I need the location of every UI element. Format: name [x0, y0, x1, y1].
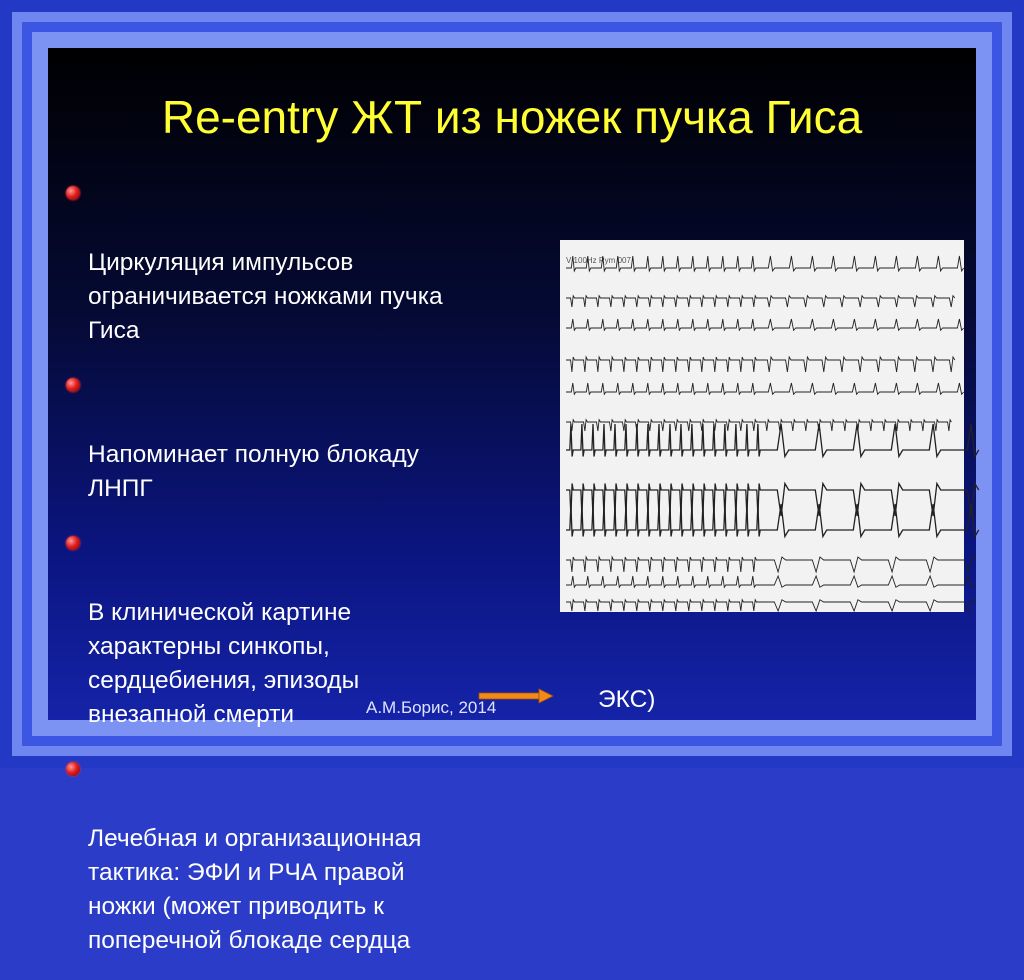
bullet-text: Лечебная и организационная тактика: ЭФИ и РЧА правой ножки (может приводить к поперечной блокаде сердца	[88, 825, 422, 954]
bullet-list	[66, 178, 526, 980]
bullet-text: Циркуляция импульсов ограничивается ножками пучка Гиса	[88, 249, 443, 344]
ecg-lead-trace	[566, 576, 976, 587]
bullet-text: В клинической картине характерны синкопы, сердцебиения, эпизоды внезапной смерти	[88, 599, 360, 728]
ecg-lead-trace	[566, 357, 955, 372]
ecg-lead-trace	[566, 504, 979, 537]
red-orb-bullet-icon	[66, 186, 80, 200]
slide-canvas	[48, 48, 976, 954]
author-credit: А.М.Борис, 2014	[366, 698, 497, 717]
ecg-lead-trace	[566, 296, 955, 307]
red-orb-bullet-icon	[66, 378, 80, 392]
red-orb-bullet-icon	[66, 762, 80, 776]
bullet-item	[66, 370, 526, 506]
bullet-continuation: ЭКС)	[598, 686, 656, 713]
ecg-lead-trace	[566, 484, 979, 517]
ecg-lead-trace	[566, 383, 964, 394]
ecg-lead-trace	[566, 424, 979, 457]
ecg-strip-image	[560, 240, 964, 612]
red-orb-bullet-icon	[66, 536, 80, 550]
bullet-item	[66, 178, 526, 348]
ecg-lead-trace	[566, 557, 976, 572]
ecg-header-label: V 100Hz Rym 007	[566, 256, 631, 265]
slide-title: Re-entry ЖТ из ножек пучка Гиса	[161, 91, 863, 143]
ecg-lead-trace	[566, 600, 976, 611]
bullet-text: Напоминает полную блокаду ЛНПГ	[88, 441, 419, 502]
bullet-item	[66, 754, 526, 958]
ecg-lead-trace	[566, 319, 964, 330]
ecg-tracing	[560, 240, 964, 612]
